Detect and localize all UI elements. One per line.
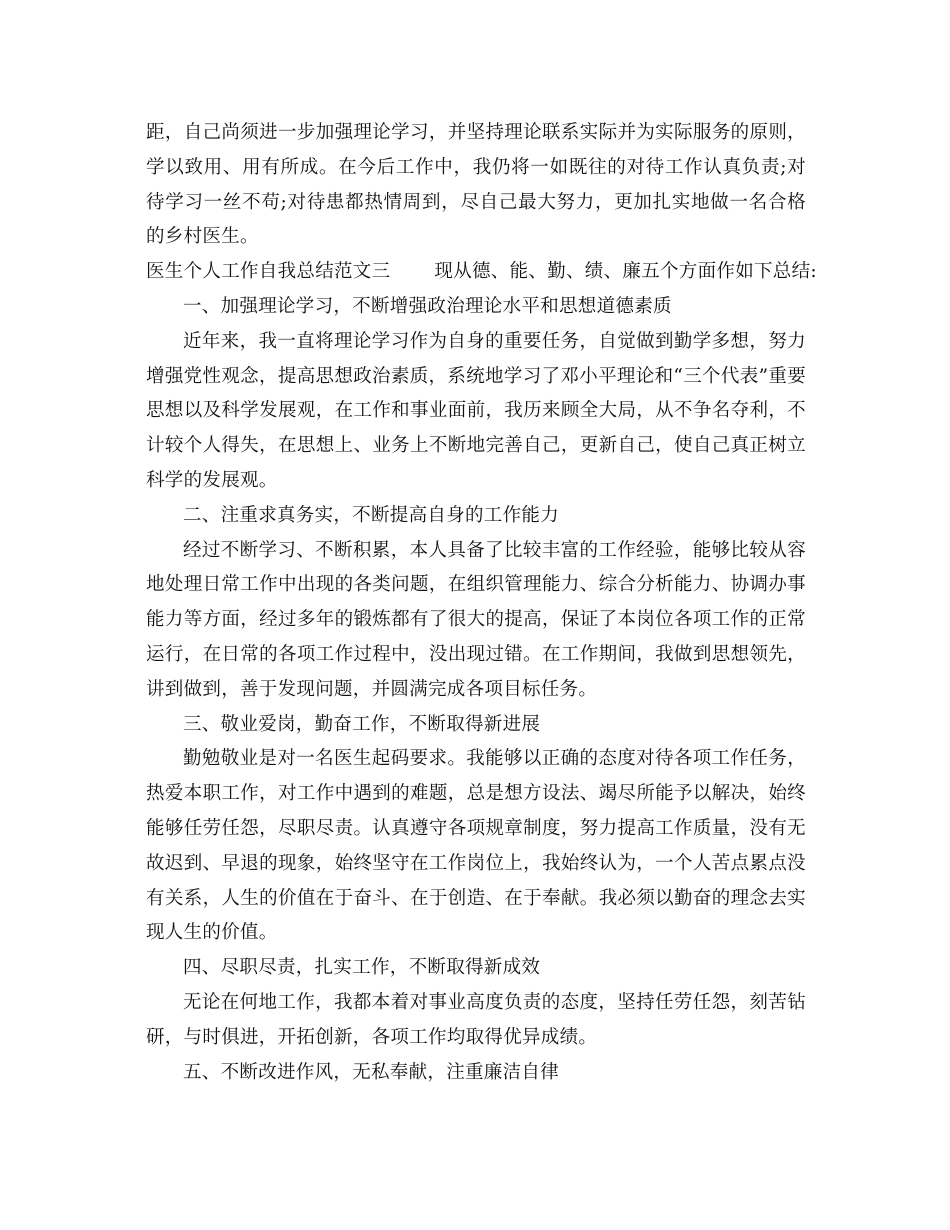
part-heading-1: 一、加强理论学习，不断增强政治理论水平和思想道德素质 — [183, 295, 672, 317]
part-body-4: 无论在何地工作，我都本着对事业高度负责的态度，坚持任劳任怨，刻苦钻研，与时俱进，开拓创新，各项工作均取得优异成绩。 — [146, 991, 806, 1048]
section-title: 医生个人工作自我总结范文三 — [146, 261, 391, 283]
part-body-1: 近年来，我一直将理论学习作为自身的重要任务，自觉做到勤学多想，努力增强党性观念，提高思想政治素质，系统地学习了邓小平理论和“三个代表”重要思想以及科学发展观，在工作和事业面前，我历来顾全大局，从不争名夺利，不计较个人得失，在思想上、业务上不断地完善自己，更新自己，使自己真正树立科学的发展观。 — [146, 330, 806, 491]
part-heading-4: 四、尽职尽责，扎实工作，不断取得新成效 — [183, 957, 541, 979]
continued-paragraph: 距，自己尚须进一步加强理论学习，并坚持理论联系实际并为实际服务的原则，学以致用、用有所成。在今后工作中，我仍将一如既往的对待工作认真负责;对待学习一丝不苟;对待患都热情周到，尽自己最大努力，更加扎实地做一名合格的乡村医生。 — [146, 122, 806, 248]
part-body-2: 经过不断学习、不断积累，本人具备了比较丰富的工作经验，能够比较从容地处理日常工作中出现的各类问题，在组织管理能力、综合分析能力、协调办事能力等方面，经过多年的锻炼都有了很大的提高，保证了本岗位各项工作的正常运行，在日常的各项工作过程中，没出现过错。在工作期间，我做到思想领先，讲到做到，善于发现问题，并圆满完成各项目标任务。 — [146, 539, 806, 700]
part-body-3: 勤勉敬业是对一名医生起码要求。我能够以正确的态度对待各项工作任务，热爱本职工作，对工作中遇到的难题，总是想方设法、竭尽所能予以解决，始终能够任劳任怨，尽职尽责。认真遵守各项规章制度，努力提高工作质量，没有无故迟到、早退的现象，始终坚守在工作岗位上，我始终认为，一个人苦点累点没有关系，人生的价值在于奋斗、在于创造、在于奉献。我必须以勤奋的理念去实现人生的价值。 — [146, 748, 806, 944]
part-heading-2: 二、注重求真务实，不断提高自身的工作能力 — [183, 504, 560, 526]
section-title-line — [146, 255, 817, 290]
part-heading-5: 五、不断改进作风，无私奉献，注重廉洁自律 — [183, 1061, 560, 1083]
part-heading-3: 三、敬业爱岗，勤奋工作，不断取得新进展 — [183, 713, 541, 735]
document-body — [146, 116, 817, 1090]
section-intro: 现从德、能、勤、绩、廉五个方面作如下总结: — [434, 261, 817, 283]
